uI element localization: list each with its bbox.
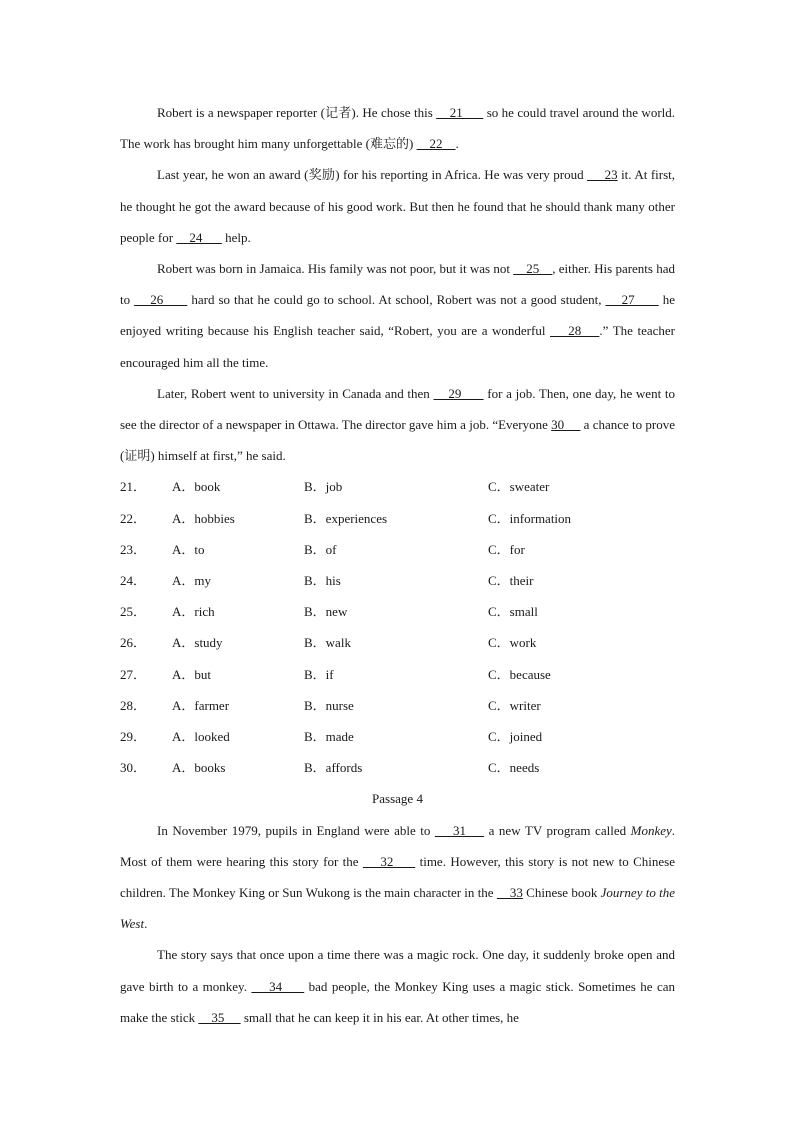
option-a[interactable]: A．study [172, 635, 223, 651]
option-b[interactable]: B．new [304, 604, 348, 620]
option-b[interactable]: B．job [304, 479, 343, 495]
option-a[interactable]: A．looked [172, 728, 230, 744]
blank-32[interactable]: 32 [362, 853, 416, 869]
worksheet-page [120, 97, 675, 1033]
blank-30[interactable]: 30 [551, 417, 581, 433]
option-b[interactable]: B．made [304, 728, 354, 744]
text-segment: he enjoyed writing because his English teacher said, “Robert, you are a wonderful [120, 292, 675, 339]
question-row [120, 627, 675, 658]
passage3-paragraph-4 [120, 378, 675, 472]
question-number: 26． [120, 635, 147, 651]
blank-25[interactable]: 25 [513, 261, 553, 277]
question-number: 27． [120, 666, 147, 682]
question-row [120, 596, 675, 627]
text-segment: a chance to prove (证明) himself at first,” he said. [120, 417, 675, 464]
option-c[interactable]: C．sweater [488, 479, 550, 495]
passage3-paragraph-1 [120, 97, 675, 159]
question-row [120, 659, 675, 690]
blank-24[interactable]: 24 [176, 229, 222, 245]
option-c[interactable]: C．writer [488, 697, 541, 713]
blank-27[interactable]: 27 [605, 292, 659, 308]
text-segment: Last year, he won an award (奖励) for his reporting in Africa. He was very proud [157, 167, 588, 183]
text-segment: . [455, 136, 459, 152]
question-row [120, 565, 675, 596]
question-number: 22． [120, 510, 147, 526]
option-a[interactable]: A．farmer [172, 697, 230, 713]
text-segment: Chinese book [522, 884, 601, 900]
blank-28[interactable]: 28 [550, 323, 600, 339]
option-a[interactable]: A．books [172, 760, 226, 776]
text-segment: a new TV program called [484, 822, 631, 838]
option-b[interactable]: B．of [304, 541, 337, 557]
option-b[interactable]: B．his [304, 573, 341, 588]
option-a[interactable]: A．rich [172, 604, 215, 620]
option-c[interactable]: C．needs [488, 760, 540, 776]
blank-23[interactable]: 23 [587, 167, 618, 183]
question-row [120, 752, 675, 783]
text-segment: . Most of them were hearing this story for the [120, 822, 676, 869]
option-a[interactable]: A．hobbies [172, 510, 235, 526]
option-b[interactable]: B．if [304, 666, 334, 682]
text-segment: Later, Robert went to university in Canada and then [157, 385, 434, 401]
blank-26[interactable]: 26 [134, 292, 188, 308]
passage4-heading: Passage 4 [372, 791, 423, 807]
blank-21[interactable]: 21 [436, 105, 484, 120]
question-number: 30． [120, 760, 147, 776]
text-segment: for a job. Then, one day, he went to see the director of a newspaper in Ottawa. The director gave him a job. “Everyone [120, 385, 675, 433]
question-row [120, 471, 675, 502]
text-segment: In November 1979, pupils in England were able to [157, 822, 435, 838]
question-number: 28． [120, 697, 147, 713]
text-segment: help. [221, 229, 251, 245]
text-segment: bad people, the Monkey King uses a magic stick. Sometimes he can make the stick [120, 978, 676, 1025]
question-row [120, 690, 675, 721]
option-a[interactable]: A．to [172, 541, 205, 557]
text-segment: Robert was born in Jamaica. His family was not poor, but it was not [157, 261, 514, 277]
blank-35[interactable]: 35 [198, 1009, 241, 1025]
question-row [120, 721, 675, 752]
question-number: 24． [120, 573, 147, 588]
option-b[interactable]: B．experiences [304, 510, 388, 526]
option-c[interactable]: C．their [488, 573, 534, 588]
option-a[interactable]: A．book [172, 479, 221, 495]
italic-title-journey: Journey to the West [120, 884, 675, 932]
passage3-paragraph-2 [120, 159, 675, 253]
question-number: 23． [120, 541, 147, 557]
option-b[interactable]: B．nurse [304, 697, 354, 713]
option-a[interactable]: A．but [172, 666, 212, 682]
option-c[interactable]: C．work [488, 635, 537, 651]
passage3-paragraph-3 [120, 253, 675, 378]
text-segment: hard so that he could go to school. At school, Robert was not a good student, [187, 292, 606, 308]
text-segment: small that he can keep it in his ear. At other times, he [240, 1009, 519, 1025]
option-c[interactable]: C．joined [488, 728, 543, 744]
text-segment: , either. His parents had to [120, 261, 676, 308]
question-number: 29． [120, 728, 147, 744]
passage4-paragraph-1 [120, 815, 675, 940]
text-segment: Robert is a newspaper reporter (记者). He chose this [157, 105, 437, 120]
option-a[interactable]: A．my [172, 573, 212, 588]
blank-34[interactable]: 34 [251, 978, 305, 994]
option-c[interactable]: C．small [488, 604, 538, 620]
text-segment: it. At first, he thought he got the award because of his good work. But then he found that he should thank many other people for [120, 167, 676, 245]
option-c[interactable]: C．for [488, 541, 525, 557]
text-segment: The story says that once upon a time there was a magic rock. One day, it suddenly broke open and gave birth to a monkey. [120, 947, 675, 994]
blank-31[interactable]: 31 [434, 822, 485, 838]
question-row [120, 503, 675, 534]
question-number: 21． [120, 479, 147, 495]
passage4-paragraph-2 [120, 939, 675, 1033]
italic-title-monkey: Monkey [630, 822, 672, 838]
text-segment: time. However, this story is not new to Chinese children. The Monkey King or Sun Wukong is the main character in the [120, 853, 675, 900]
blank-29[interactable]: 29 [433, 385, 484, 401]
question-number: 25． [120, 604, 147, 620]
text-segment: .” The teacher encouraged him all the time. [120, 323, 676, 370]
option-b[interactable]: B．walk [304, 635, 351, 651]
question-list [120, 471, 675, 783]
blank-33[interactable]: 33 [496, 884, 523, 900]
text-segment: so he could travel around the world. The work has brought him many unforgettable (难忘的) [120, 105, 676, 152]
option-c[interactable]: C．because [488, 666, 551, 682]
text-segment: . [144, 916, 148, 932]
blank-22[interactable]: 22 [416, 136, 456, 152]
question-row [120, 534, 675, 565]
option-b[interactable]: B．affords [304, 760, 363, 776]
option-c[interactable]: C．information [488, 510, 572, 526]
